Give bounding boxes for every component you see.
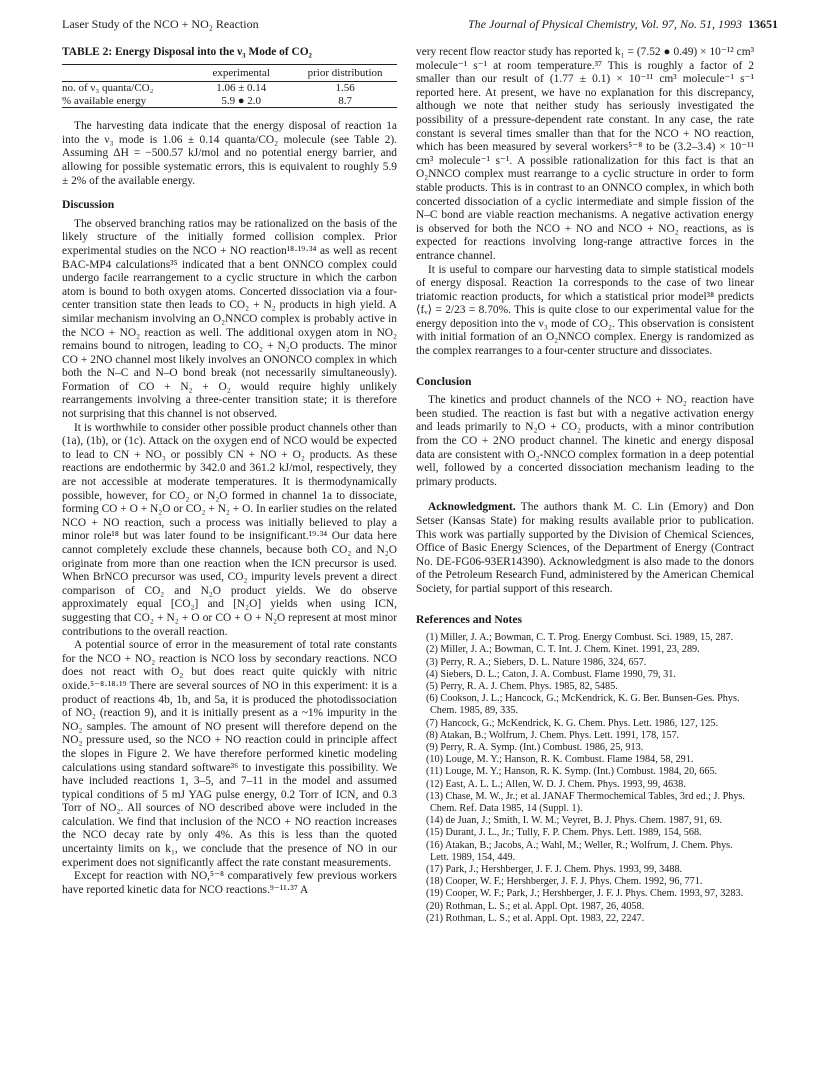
journal-name: The Journal of Physical Chemistry, Vol. 97, No. 51, 1993 — [468, 17, 742, 31]
reference-item: (17) Park, J.; Hershberger, J. F. J. Chem. Phys. 1993, 99, 3488. — [426, 864, 683, 876]
reference-item: (1) Miller, J. A.; Bowman, C. T. Prog. Energy Combust. Sci. 1989, 15, 287. — [426, 632, 734, 644]
paragraph: It is worthwhile to consider other possible product channels other than (1a), (1b), or (1c). Attack on the oxygen end of NCO would be expected to lead to CN + NO₃ or possibly CN + NO + O₂ products. As these reactions are endothermic by 342.0 and 361.2 kJ/mol, respectively, they are not accessible at moderate temperatures. It is thermodynamically possible, however, for CO₂ or N₂O formed in channel 1a to dissociate, forming CO + O + N₂O or CO₂ + N₂ + O. In earlier studies on the related NCO + NO reaction, such a process was initially believed to play a minor role¹⁸ but was later found to be insignificant.¹⁹·³⁴ Our data here cannot completely exclude these channels, because both CO₂ and N₂O originate from more than one reaction when the ICN precursor is used. When BrNCO precursor was used, CO₂ impurity levels prevent a direct comparison of CO₂ and N₂O product yields. We do observe approximately equal [CO₂] and [N₂O] yields when using ICN, suggesting that CO₂ + N₂ + O or CO + O + N₂O represent at most minor contributions to the overall reaction. — [62, 421, 397, 638]
reference-item: (21) Rothman, L. S.; et al. Appl. Opt. 1983, 22, 2247. — [426, 912, 645, 924]
reference-item: (13) Chase, M. W., Jr.; et al. JANAF Thermochemical Tables, 3rd ed.; J. Phys. Chem. Ref. Data 1985, 14 (Suppl. 1). — [426, 790, 745, 814]
reference-item: (14) de Juan, J.; Smith, I. W. M.; Veyret, B. J. Phys. Chem. 1987, 91, 69. — [426, 815, 723, 827]
reference-item: (10) Louge, M. Y.; Hanson, R. K. Combust. Flame 1984, 58, 291. — [426, 754, 694, 766]
reference-item: (7) Hancock, G.; McKendrick, K. G. Chem. Phys. Lett. 1986, 127, 125. — [426, 717, 718, 729]
section-heading-references: References and Notes — [416, 612, 523, 626]
table-cell: 1.56 — [335, 82, 355, 95]
running-title: Laser Study of the NCO + NO₂ Reaction — [62, 17, 259, 31]
reference-item: (20) Rothman, L. S.; et al. Appl. Opt. 1987, 26, 4058. — [426, 900, 645, 912]
reference-item: (11) Louge, M. Y.; Hanson, R. K. Symp. (Int.) Combust. 1984, 20, 665. — [426, 766, 718, 778]
paragraph-continued: very recent flow reactor study has reported k₁ = (7.52 ● 0.49) × 10⁻¹² cm³ molecule⁻¹ s⁻¹ at room temperature.³⁷ This is roughly a factor of 2 smaller than our result of (1.77 ± 0.1) × 10⁻¹¹ cm³ molecule⁻¹ s⁻¹ reported here. At present, we have no explanation for this discrepancy, although we note that neither study has seriously investigated the possibility of a pressure-dependent rate constant. In any case, the rate constant is several times smaller than that for the NCO + NO reaction, which has been measured by several workers⁵⁻⁸ to be (3.2–3.4) × 10⁻¹¹ cm³ molecule⁻¹ s⁻¹. A possible rationalization for this fact is that an O₂NNCO complex must rearrange to a cyclic structure in order to form stable products. This is in contrast to an ONNCO complex, in which both concerted dissociation of a cyclic intermediate and simple fission of the N–C bond are viable reaction mechanisms. A negative activation energy is observed for both the NCO + NO and NCO + NO₂ reactions, as is expected for reactions involving long-range attractive forces in the entrance channel. — [416, 46, 754, 262]
reference-item: (12) East, A. L. L.; Allen, W. D. J. Chem. Phys. 1993, 99, 4638. — [426, 778, 686, 790]
paragraph: It is useful to compare our harvesting data to simple statistical models of energy disposal. Reaction 1a corresponds to the case of two linear triatomic reaction products, for which a statistical prior model³⁸ predicts ⟨fᵥ⟩ = 2/23 = 8.70%. This is quite close to our experimental value for the energy deposition into the ν₃ mode of CO₂. This observation is consistent with initial formation of an O₂NNCO complex. Energy is randomized as the complex rearranges to a four-center structure and dissociates. — [416, 263, 754, 358]
reference-item: (5) Perry, R. A. J. Chem. Phys. 1985, 82, 5485. — [426, 680, 618, 692]
reference-item: (18) Cooper, W. F.; Hershberger, J. F. J. Phys. Chem. 1992, 96, 771. — [426, 876, 703, 888]
right-column — [416, 46, 754, 925]
paragraph: A potential source of error in the measurement of total rate constants for the NCO + NO₂ reaction is NCO loss by secondary reactions. NCO does not react with O₂ but does react quite quickly with nitric oxide.⁵⁻⁸·¹⁸·¹⁹ There are several sources of NO in this experiment: it is a product of reactions 4b, 1b, and 5a, it is produced the photodissociation of NO₂ (reaction 9), and it is initially present as a ~1% impurity in the NO₂ samples. The amount of NO present will therefore depend on the NO₂ pressure used, so the NCO + NO reaction could in principle affect the slopes in Figure 2. We have therefore performed kinetic modeling calculations using standard software³⁶ to investigate this possibility. We have included reactions 1, 3–5, and 7–11 in the model and assumed typical conditions of 5 mJ YAG pulse energy, 0.2 Torr of ICN, and 0.3 Torr of NO₂. All sources of NO described above were included in the calculation. We find that inclusion of the NCO + NO reaction increases the NCO decay rate by only 4%. As this is less than the quoted uncertainty limits on k₁, we conclude that the presence of NO in our experiment does not significantly affect the rate constant measurements. — [62, 639, 397, 869]
journal-citation — [468, 17, 778, 32]
reference-item: (16) Atakan, B.; Jacobs, A.; Wahl, M.; Weller, R.; Wolfrum, J. Chem. Phys. Lett. 1989, 154, 449. — [426, 839, 733, 863]
reference-item: (19) Cooper, W. F.; Park, J.; Hershberger, J. F. J. Phys. Chem. 1993, 97, 3283. — [426, 888, 744, 900]
table-cell: 5.9 ● 2.0 — [221, 94, 262, 107]
table-header-row — [62, 64, 397, 82]
table-title: TABLE 2: Energy Disposal into the ν₃ Mode of CO₂ — [62, 46, 312, 58]
paragraph: The observed branching ratios may be rationalized on the basis of the likely structure of the initially formed collision complex. Prior experimental studies on the NCO + NO reaction¹⁸·¹⁹·³⁴ as well as recent BAC-MP4 calculations³⁵ indicated that a bent ONNCO complex could undergo facile rearrangement to a cyclic structure in which the carbon atom is bound to both oxygen atoms. Concerted dissociation via a four-center transition state then leads to CO₂ + N₂ products in high yield. A similar mechanism involving an O₂NNCO complex is probably active in the NCO + NO₂ reaction as well. The additional oxygen atom in NO₂ remains bound to nitrogen, leading to CO₂ + N₂O products. The minor CO + 2NO channel most likely involves an ONONCO complex in which both the N–C and N–O bond break (not necessarily simultaneously). Formation of CO + N₂ + O₂ would require highly unlikely rearrangements involving a three-center transition state; it is therefore not surprising that this channel is not observed. — [62, 217, 397, 421]
reference-item: (3) Perry, R. A.; Siebers, D. L. Nature 1986, 324, 657. — [426, 656, 647, 668]
paragraph: Except for reaction with NO,⁵⁻⁸ comparatively few previous workers have reported kinetic data for NCO reactions.⁹⁻¹¹·³⁷ A — [62, 870, 397, 896]
left-column — [62, 46, 397, 897]
paragraph-conclusion: The kinetics and product channels of the NCO + NO₂ reaction have been studied. The reaction is fast but with a negative activation energy and leads primarily to N₂O + CO₂ products, with a minor contribution from the CO + 2NO product channel. The kinetic and energy disposal data are consistent with O₂-NNCO complex formation in a deep potential well, followed by a concerted dissociation mechanism leading to the primary products. — [416, 394, 754, 488]
acknowledgment — [416, 501, 754, 596]
reference-item: (9) Perry, R. A. Symp. (Int.) Combust. 1986, 25, 913. — [426, 741, 644, 753]
page-number: 13651 — [748, 17, 778, 31]
table-header-cell: experimental — [189, 64, 293, 82]
reference-item: (15) Durant, J. L., Jr.; Tully, F. P. Chem. Phys. Lett. 1989, 154, 568. — [426, 827, 702, 839]
table-row — [62, 95, 397, 108]
reference-item: (8) Atakan, B.; Wolfrum, J. Chem. Phys. Lett. 1991, 178, 157. — [426, 729, 680, 741]
reference-list — [416, 632, 754, 925]
table-cell: 1.06 ± 0.14 — [216, 82, 267, 95]
table-cell: no. of ν₃ quanta/CO₂ — [62, 82, 154, 95]
section-heading-conclusion: Conclusion — [416, 374, 472, 388]
acknowledgment-text: The authors thank M. C. Lin (Emory) and Don Setser (Kansas State) for making results available prior to publication. This work was partially supported by the Division of Chemical Sciences, Office of Basic Energy Sciences, of the Department of Energy (Contract No. DE-FG06-93ER14390). Acknowledgment is also made to the donors of the Petroleum Research Fund, administered by the American Chemical Society, for partial support of this research. — [416, 501, 754, 595]
reference-item: (6) Cookson, J. L.; Hancock, G.; McKendrick, K. G. Ber. Bunsen-Ges. Phys. Chem. 1985, 89, 335. — [426, 693, 740, 717]
table-header-cell: prior distribution — [293, 64, 397, 82]
paragraph-harvesting: The harvesting data indicate that the energy disposal of reaction 1a into the ν₃ mode is 1.06 ± 0.14 quanta/CO₂ molecule (see Table 2). Assuming ΔH = −500.57 kJ/mol and no potential energy barrier, and allowing for possible systematic errors, this is equivalent to roughly 5.9 ± 2% of the available energy. — [62, 120, 397, 187]
reference-item: (2) Miller, J. A.; Bowman, C. T. Int. J. Chem. Kinet. 1991, 23, 289. — [426, 644, 700, 656]
reference-item: (4) Siebers, D. L.; Caton, J. A. Combust. Flame 1990, 79, 31. — [426, 668, 676, 680]
table-cell: 8.7 — [338, 94, 352, 107]
acknowledgment-heading: Acknowledgment. — [428, 501, 516, 514]
energy-disposal-table — [62, 64, 397, 109]
table-header-cell — [62, 64, 189, 82]
section-heading-discussion: Discussion — [62, 198, 115, 212]
table-row — [62, 82, 397, 95]
running-header — [62, 17, 778, 33]
table-cell: % available energy — [62, 94, 147, 107]
